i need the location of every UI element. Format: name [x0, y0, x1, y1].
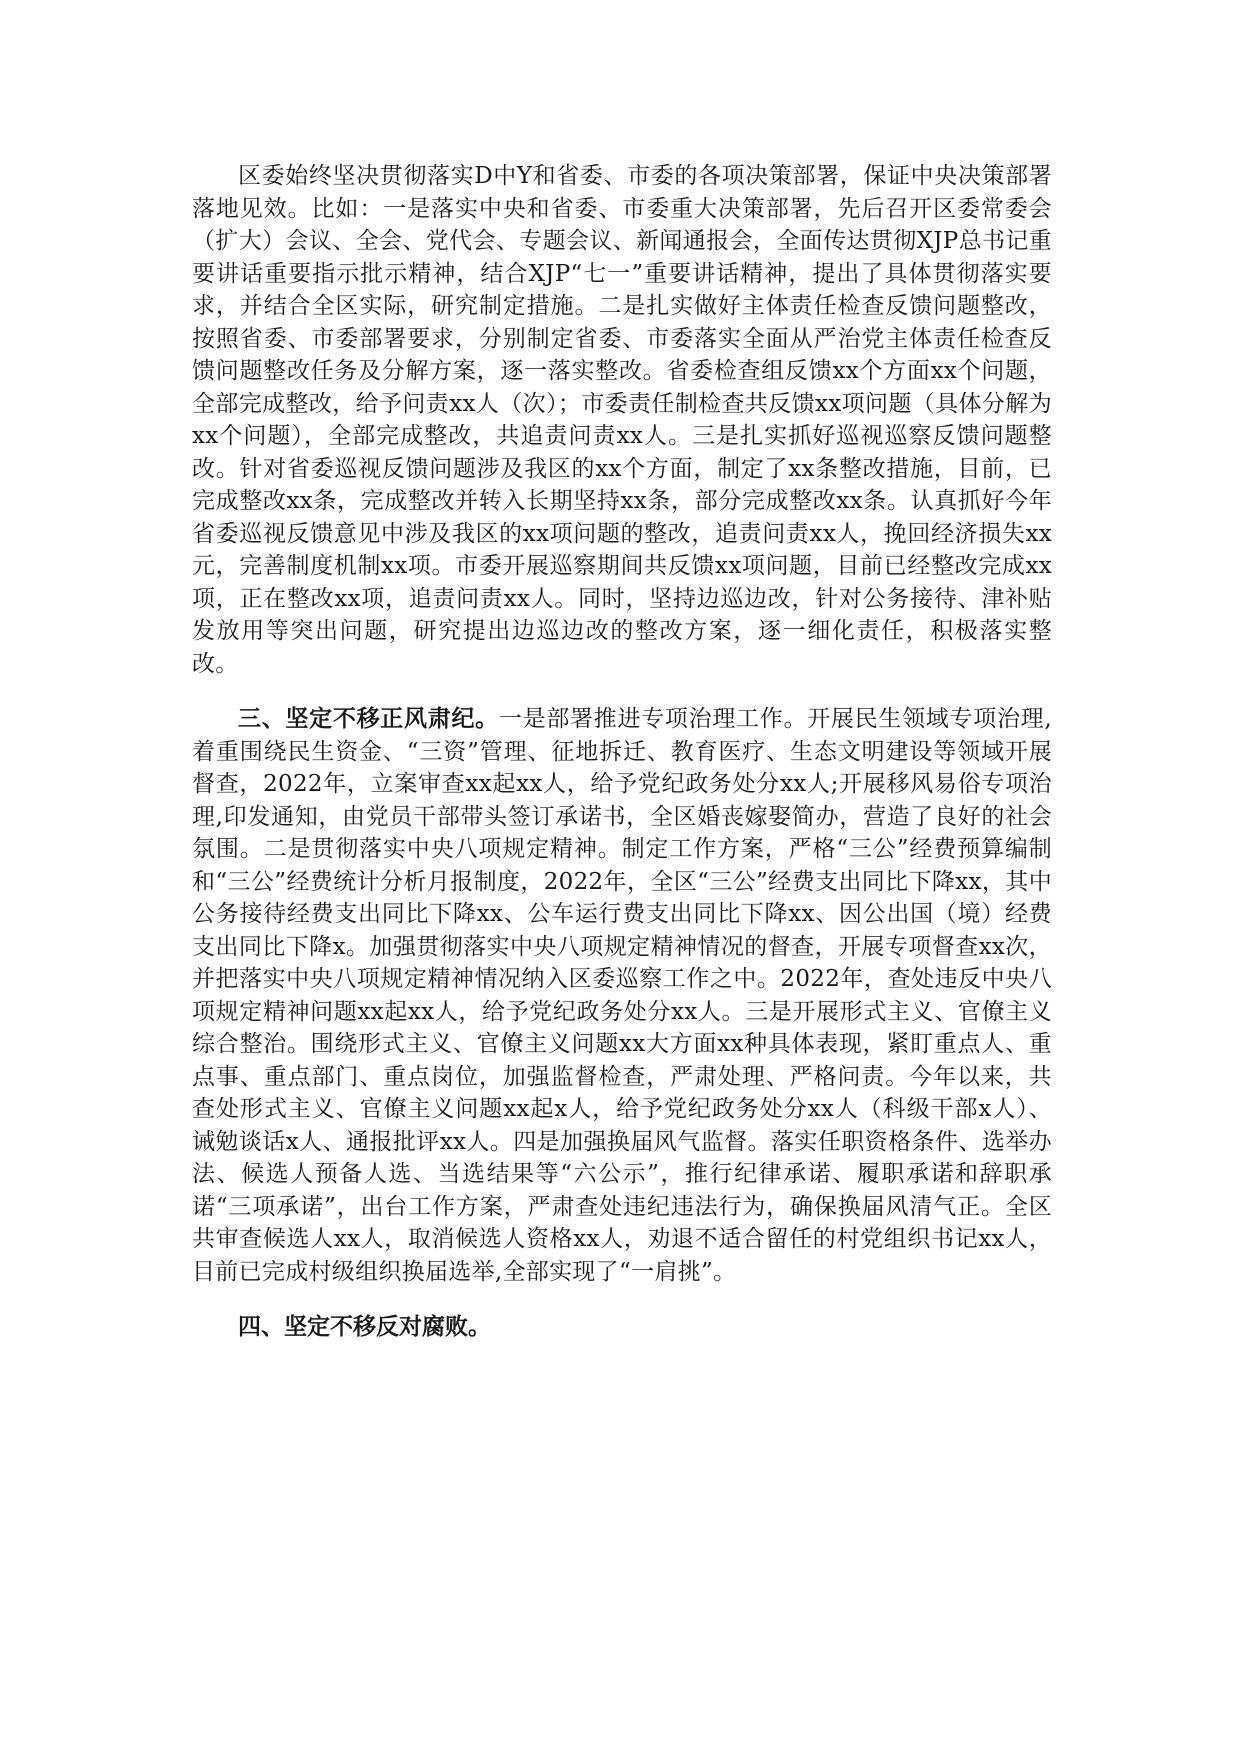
paragraph-rectification: [192, 160, 1052, 680]
paragraph-discipline: [192, 703, 1052, 1288]
paragraph-text: 一是部署推进专项治理工作。开展民生领域专项治理,着重围绕民生资金、“三资”管理、征地拆迁、教育医疗、生态文明建设等领域开展督查，2022年，立案审查xx起xx人，给予党纪政务处分xx人;开展移风易俗专项治理,印发通知，由党员干部带头签订承诺书，全区婚丧嫁娶简办，营造了良好的社会氛围。二是贯彻落实中央八项规定精神。制定工作方案，严格“三公”经费预算编制和“三公”经费统计分析月报制度，2022年，全区“三公”经费支出同比下降xx，其中公务接待经费支出同比下降xx、公车运行费支出同比下降xx、因公出国（境）经费支出同比下降x。加强贯彻落实中央八项规定精神情况的督查，开展专项督查xx次，并把落实中央八项规定精神情况纳入区委巡察工作之中。2022年，查处违反中央八项规定精神问题xx起xx人，给予党纪政务处分xx人。三是开展形式主义、官僚主义综合整治。围绕形式主义、官僚主义问题xx大方面xx种具体表现，紧盯重点人、重点事、重点部门、重点岗位，加强监督检查，严肃处理、严格问责。今年以来，共查处形式主义、官僚主义问题xx起x人，给予党纪政务处分xx人（科级干部x人）、诫勉谈话x人、通报批评xx人。四是加强换届风气监督。落实任职资格条件、选举办法、候选人预备人选、当选结果等“六公示”，推行纪律承诺、履职承诺和辞职承诺“三项承诺”，出台工作方案，严肃查处违纪违法行为，确保换届风清气正。全区共审查候选人xx人，取消候选人资格xx人，劝退不适合留任的村党组织书记xx人，目前已完成村级组织换届选举,全部实现了“一肩挑”。: [192, 706, 1052, 1285]
section-heading-3: 三、坚定不移正风肃纪。: [238, 705, 499, 732]
paragraph-text: 区委始终坚决贯彻落实D中Y和省委、市委的各项决策部署，保证中央决策部署落地见效。比如：一是落实中央和省委、市委重大决策部署，先后召开区委常委会（扩大）会议、全会、党代会、专题会议、新闻通报会，全面传达贯彻XJP总书记重要讲话重要指示批示精神，结合XJP“七一”重要讲话精神，提出了具体贯彻落实要求，并结合全区实际，研究制定措施。二是扎实做好主体责任检查反馈问题整改，按照省委、市委部署要求，分别制定省委、市委落实全面从严治党主体责任检查反馈问题整改任务及分解方案，逐一落实整改。省委检查组反馈xx个方面xx个问题，全部完成整改，给予问责xx人（次）；市委责任制检查共反馈xx项问题（具体分解为xx个问题），全部完成整改，共追责问责xx人。三是扎实抓好巡视巡察反馈问题整改。针对省委巡视反馈问题涉及我区的xx个方面，制定了xx条整改措施，目前，已完成整改xx条，完成整改并转入长期坚持xx条，部分完成整改xx条。认真抓好今年省委巡视反馈意见中涉及我区的xx项问题的整改，追责问责xx人，挽回经济损失xx元，完善制度机制xx项。市委开展巡察期间共反馈xx项问题，目前已经整改完成xx项，正在整改xx项，追责问责xx人。同时，坚持边巡边改，针对公务接待、津补贴发放用等突出问题，研究提出边巡边改的整改方案，逐一细化责任，积极落实整改。: [192, 163, 1052, 677]
section-heading-4: 四、坚定不移反对腐败。: [238, 1313, 491, 1340]
document-body: [192, 160, 1052, 1344]
